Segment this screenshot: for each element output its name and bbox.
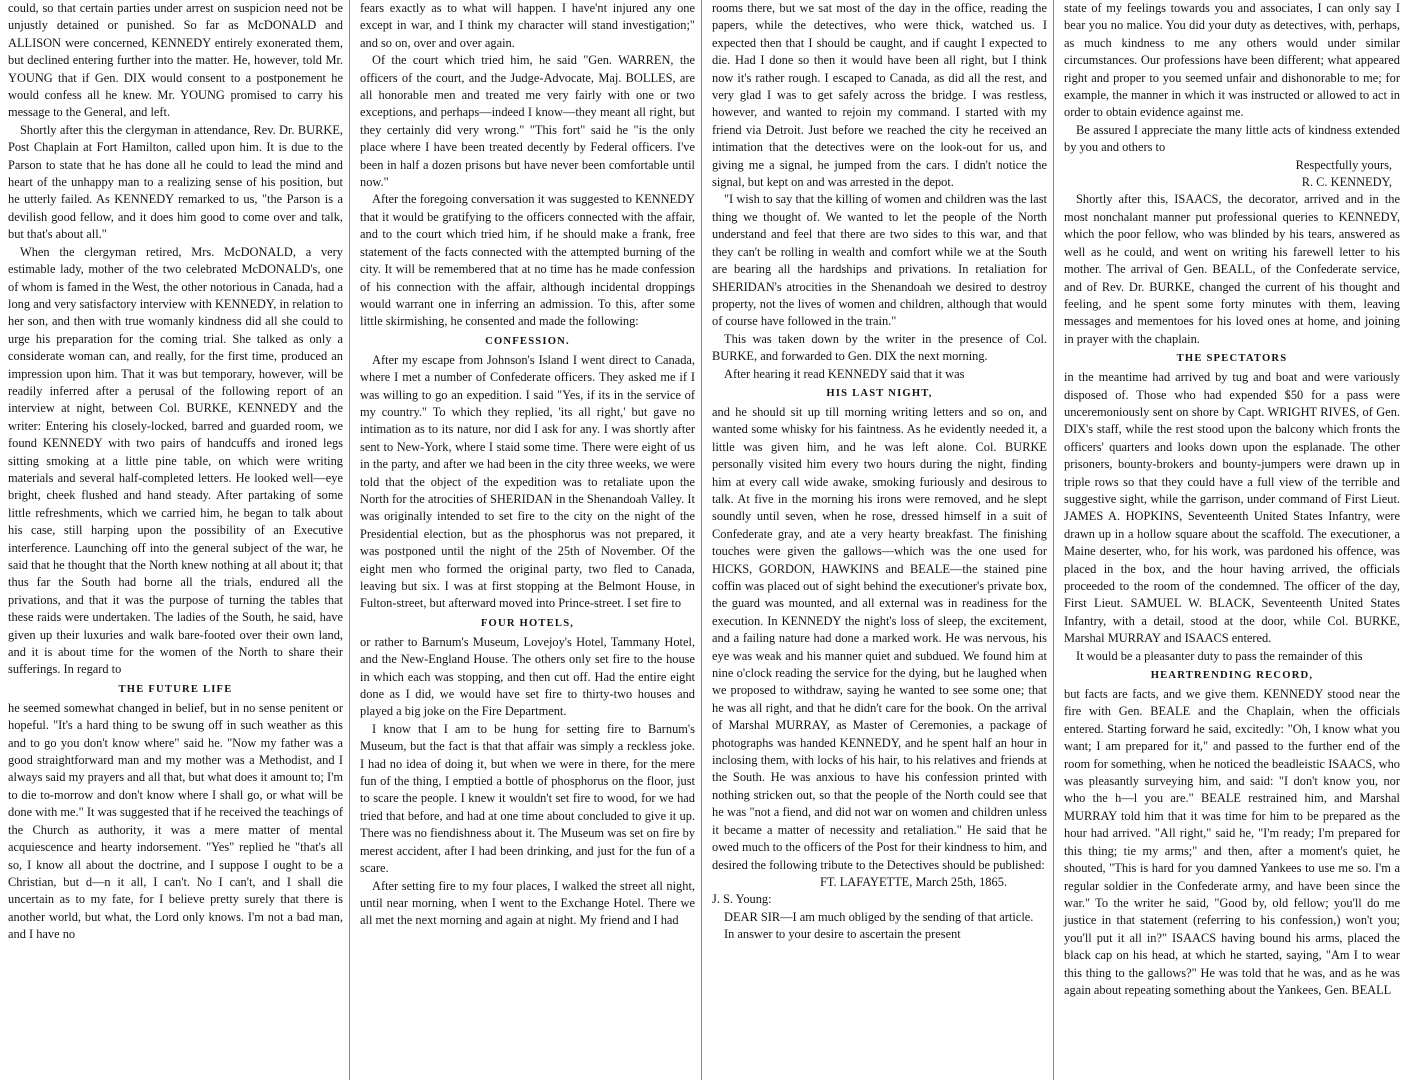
article-paragraph: but facts are facts, and we give them. KENNEDY stood near the fire with Gen. BEALE and the Chaplain, when the officials entered. Starting forward he said, excitedly: "Oh, I know what you want; I am prepared for it," and passed to the further end of the room for something, when he noticed the beadleistic ISAACS, who was pleasantly surveying him, and said: "I don't know you, nor who the h—l you are." BEALE restrained him, and Marshal MURRAY told him that it was time for him to be prepared as the hour had arrived. "All right," said he, "I'm ready; I'm prepared for this thing; tie my arms;" and then, after a moment's quiet, he shouted, "This is hard for you damned Yankees to use me so. I'm a regular soldier in the Confederate army, and have been since the war." To the writer he said, "Good by, old fellow; you'll do me justice in that statement (referring to his confession,) won't you; you'll put it all in?" ISAACS having bound his arms, placed the black cap on his head, at which he started, saying, "Am I to wear this thing to the gallows?" He was told that he was, and as he was again about repeating something about the Yankees, Gen. BEALL [1064, 687, 1400, 997]
article-paragraph: This was taken down by the writer in the presence of Col. BURKE, and forwarded to Gen. DIX the next morning. [712, 331, 1047, 364]
article-paragraph: After the foregoing conversation it was suggested to KENNEDY that it would be gratifying to the officers connected with the affair, and to the court which tried him, if he should make a frank, free statement of the facts connected with the attempted burning of the city. It will be remembered that at no time has he made confession of his connection with the affair, although incidental droppings would warrant one in inferring an admission. To this, after some little skirmishing, he consented and made the following: [360, 192, 695, 329]
column-4 [1058, 0, 1406, 1080]
article-paragraph: J. S. Young: [712, 892, 772, 907]
article-paragraph: DEAR SIR—I am much obliged by the sending of that article. [724, 909, 1034, 924]
article-paragraph: In answer to your desire to ascertain the present [724, 927, 961, 942]
section-heading: FOUR HOTELS, [480, 617, 575, 629]
column-1 [2, 0, 350, 1080]
section-heading: HEARTRENDING RECORD, [1150, 670, 1314, 682]
article-paragraph: fears exactly as to what will happen. I have'nt injured any one except in war, and I think my character will stand investigation;" and so on, over and over again. [360, 1, 695, 50]
article-paragraph: in the meantime had arrived by tug and boat and were variously disposed of. Those who had expended $50 for a pass were unceremoniously sent on shore by Capt. WRIGHT RIVES, of Gen. DIX's staff, while the rest stood upon the balcony which fronts the officers' quarters and looks down upon the esplanade. The other prisoners, bounty-brokers and bounty-jumpers were drawn up in triple rows so that they could have a full view of the terrible and suggestive sight, while the garrison, under command of First Lieut. JAMES A. HOPKINS, Seventeenth United States Infantry, were drawn up in a hollow square about the scaffold. The executioner, a Maine deserter, who, for his work, was pardoned his offence, was placed in the box, and the hour having arrived, the officials proceeded to the room of the condemned. The officer of the day, First Lieut. SAMUEL W. BLACK, Seventeenth United States Infantry, with a detail, stood at the door, while Col. BURKE, Marshal MURRAY and ISAACS entered. [1064, 370, 1400, 646]
article-paragraph: After my escape from Johnson's Island I went direct to Canada, where I met a number of Confederate officers. They asked me if I was willing to go an expedition. I said "Yes, if its in the service of my country." To which they replied, 'its all right,' but gave no intimation as to its nature, nor did I ask for any. I was shortly after sent to New-York, where I staid some time. There were eight of us in the party, and after we had been in the city three weeks, we were told that the object of the expedition was to retaliate upon the North for the atrocities of SHERIDAN in the Shenandoah Valley. It was originally intended to set fire to the city on the night of the Presidential election, but as the phosphorus was not prepared, it was postponed until the night of the 25th of November. Of the eight men who formed the original party, two fled to Canada, leaving but six. I was at first stopping at the Belmont House, in Fulton-street, but afterward moved into Prince-street. I set fire to [360, 352, 695, 611]
letter-dateline: FT. LAFAYETTE, March 25th, 1865. [820, 874, 1007, 889]
article-paragraph: and he should sit up till morning writing letters and so on, and wanted some whisky for his faintness. As he evidently needed it, a little was given him, and he was left alone. Col. BURKE personally visited him every two hours during the night, finding him at every call wide awake, smoking furiously and desirous to talk. At five in the morning his irons were removed, and he slept soundly until seven, when he rose, dressed himself in a suit of Confederate gray, and ate a very hearty breakfast. The finishing touches were given the gallows—which was the one used for HICKS, GORDON, HAWKINS and BEALE—the stained pine coffin was placed out of sight behind the executioner's private box, the guard was mounted, and all external was in readiness for the execution. In KENNEDY the night's loss of sleep, the excitement, and a failing nature had done a marked work. He was nervous, his eye was weak and his manner quiet and subdued. We found him at nine o'clock reading the service for the dying, but he laughed when we proposed to withdraw, saying he wanted to see some one; that he was all right, and that he didn't care for the book. On the arrival of Marshal MURRAY, as Master of Ceremonies, a package of photographs was handed KENNEDY, and he spent half an hour in inclosing them, with locks of his hair, to his relatives and friends at the South. He was anxious to have his confession printed with nothing stricken out, so that the people of the North could see that he was "not a fiend, and did not war on women and children unless it became a matter of necessity and retaliation." He said that he owed much to the officers of the Post for their kindness to him, and desired the following tribute to the Detectives should be published: [712, 404, 1047, 872]
article-paragraph: Shortly after this the clergyman in attendance, Rev. Dr. BURKE, Post Chaplain at Fort Hamilton, called upon him. It is due to the Parson to state that he has done all he could to lead the mind and heart of the unhappy man to a realizing sense of his position, but he utterly failed. As KENNEDY remarked to us, "the Parson is a devilish good fellow, and it does him good to come over and talk, but that's about all." [8, 122, 343, 242]
article-paragraph: Shortly after this, ISAACS, the decorator, arrived and in the most nonchalant manner put professional queries to KENNEDY, which the poor fellow, who was blinded by his tears, answered as well as he could, and went on writing his farewell letter to his mother. The arrival of Gen. BEALL, of the Confederate service, and of Rev. Dr. BURKE, changed the current of his thought and feeling, and he spent some forty minutes with them, leaving messages and mementoes for his loved ones at home, and joining in prayer with the chaplain. [1064, 192, 1400, 346]
article-paragraph: "I wish to say that the killing of women and children was the last thing we thought of. We wanted to let the people of the North understand and feel that there are two sides to this war, and that they can't be rolling in wealth and comfort while we at the South are bearing all the hardships and privations. In retaliation for SHERIDAN's atrocities in the Shenandoah we desired to destroy property, not the lives of women and children, although that would of course have followed in the train." [712, 192, 1047, 329]
article-paragraph: I know that I am to be hung for setting fire to Barnum's Museum, but the fact is that that affair was simply a reckless joke. I had no idea of doing it, but when we were in there, for the mere fun of the thing, I emptied a bottle of phosphorus on the floor, just to scare the people. I knew it wouldn't set fire to wood, for we had tried that before, and had at one time about concluded to give it up. There was no fiendishness about it. The Museum was set on fire by merest accident, after I had been drinking, and just for the fun of a scare. [360, 721, 695, 876]
letter-signature: R. C. KENNEDY, [1301, 175, 1392, 190]
article-paragraph: After setting fire to my four places, I walked the street all night, until near morning, when I went to the Exchange Hotel. There we all met the next morning and again at night. My friend and I had [360, 878, 695, 928]
article-paragraph: or rather to Barnum's Museum, Lovejoy's Hotel, Tammany Hotel, and the New-England House. The others only set fire to the house in which each was stopping, and then cut off. Had the entire eight done as I did, we would have set fire to thirty-two houses and played a big joke on the Fire Department. [360, 634, 695, 719]
article-paragraph: state of my feelings towards you and associates, I can only say I bear you no malice. You did your duty as detectives, with, perhaps, as much kindness to me any others would under similar circumstances. Our professions have been different; what appeared right and proper to you seemed unfair and dishonorable to me; for example, the manner in which it was instructed or allowed to act in order to obtain evidence against me. [1064, 1, 1400, 120]
section-heading: CONFESSION. [485, 335, 570, 347]
article-paragraph: When the clergyman retired, Mrs. McDONALD, a very estimable lady, mother of the two celebrated McDONALD's, one of whom is famed in the West, the other notorious in Canada, had a long and very satisfactory interview with KENNEDY, in relation to her son, and then with true womanly kindness did all she could to urge his preparation for the coming trial. She talked as only a considerate woman can, and really, for the first time, produced an impression upon him. That it was but temporary, however, will be readily inferred after a perusal of the following report of an interview at night, between Col. BURKE, KENNEDY and the writer: Entering his closely-locked, barred and guarded room, we found KENNEDY with two pairs of handcuffs and ironed legs sitting smoking at a little pine table, on which were writing materials and several half-completed letters. He looked well—eye bright, cheek flushed and hand steady. After partaking of some little refreshments, which we carried him, he began to talk about his case, still harping upon the possibility of an Executive interference. Launching off into the general subject of the war, he said that he thought that the North knew nothing at all about it; that thus far the South had borne all the trials, endured all the privations, and that it was the purpose of turning the tables that these raids were undertaken. The ladies of the South, he said, have given up their luxuries and walk bare-footed over their own land, and it is about time for the women of the North to share their sufferings. In regard to [8, 244, 343, 677]
article-paragraph: After hearing it read KENNEDY said that it was [724, 366, 965, 381]
article-paragraph: rooms there, but we sat most of the day in the office, reading the papers, while the detectives, who were thick, watched us. I expected then that I should be caught, and if caught I expected to die. Had I done so then it would have been all right, but I think now it's rather rough. I escaped to Canada, as did all the rest, and very glad I was to get safely across the bridge. I was restless, however, and wanted to rejoin my command. I started with my friend via Detroit. Just before we reached the city he received an intimation that the detectives were on the look-out for us, and giving me a signal, he jumped from the cars. I didn't notice the signal, but kept on and was arrested in the depot. [712, 1, 1047, 190]
article-paragraph: Of the court which tried him, he said "Gen. WARREN, the officers of the court, and the Judge-Advocate, Maj. BOLLES, are all honorable men and treated me very fairly with one or two exceptions, and perhaps—indeed I know—they meant all right, but they certainly did very wrong." "This fort" said he "is the only place where I have been treated decently by Federal officers. I've been in half a dozen prisons but have never been comfortable until now." [360, 53, 695, 190]
section-heading: THE SPECTATORS [1176, 353, 1288, 365]
article-paragraph: could, so that certain parties under arrest on suspicion need not be unjustly detained or punished. So far as McDONALD and ALLISON were concerned, KENNEDY entirely exonerated them, but declined entering further into the matter. He, however, told Mr. YOUNG that if Gen. DIX would consent to a postponement he would confess all he knew. Mr. YOUNG promised to carry his message to the General, and left. [8, 1, 343, 120]
article-paragraph: he seemed somewhat changed in belief, but in no sense penitent or hopeful. "It's a hard thing to be swung off in such weather as this and to go you don't know where" said he. "Now my father was a good straightforward man and my mother was a Methodist, and I always said my prayers and all that, but what does it amount to; I'm to die to-morrow and don't know where I shall go, or what will be done with me." It was suggested that if he received the teachings of the Church as authority, it was a mere matter of mental acquiescence and hearty indorsement. "Yes" replied he "that's all so, I know all about the doctrine, and I suppose I ought to be a Christian, but d—n it all, I can't. No I can't, and I shall die uncertain as to my fate, for I believe pretty surely that there is another world, but what, the Lord only knows. I'm not a bad man, and I have no [8, 700, 343, 942]
section-heading: HIS LAST NIGHT, [826, 387, 933, 399]
letter-signature: Respectfully yours, [1295, 157, 1392, 172]
section-heading: THE FUTURE LIFE [118, 683, 233, 695]
column-2 [354, 0, 702, 1080]
article-paragraph: Be assured I appreciate the many little acts of kindness extended by you and others to [1064, 122, 1400, 155]
column-3 [706, 0, 1054, 1080]
article-paragraph: It would be a pleasanter duty to pass the remainder of this [1076, 648, 1363, 663]
